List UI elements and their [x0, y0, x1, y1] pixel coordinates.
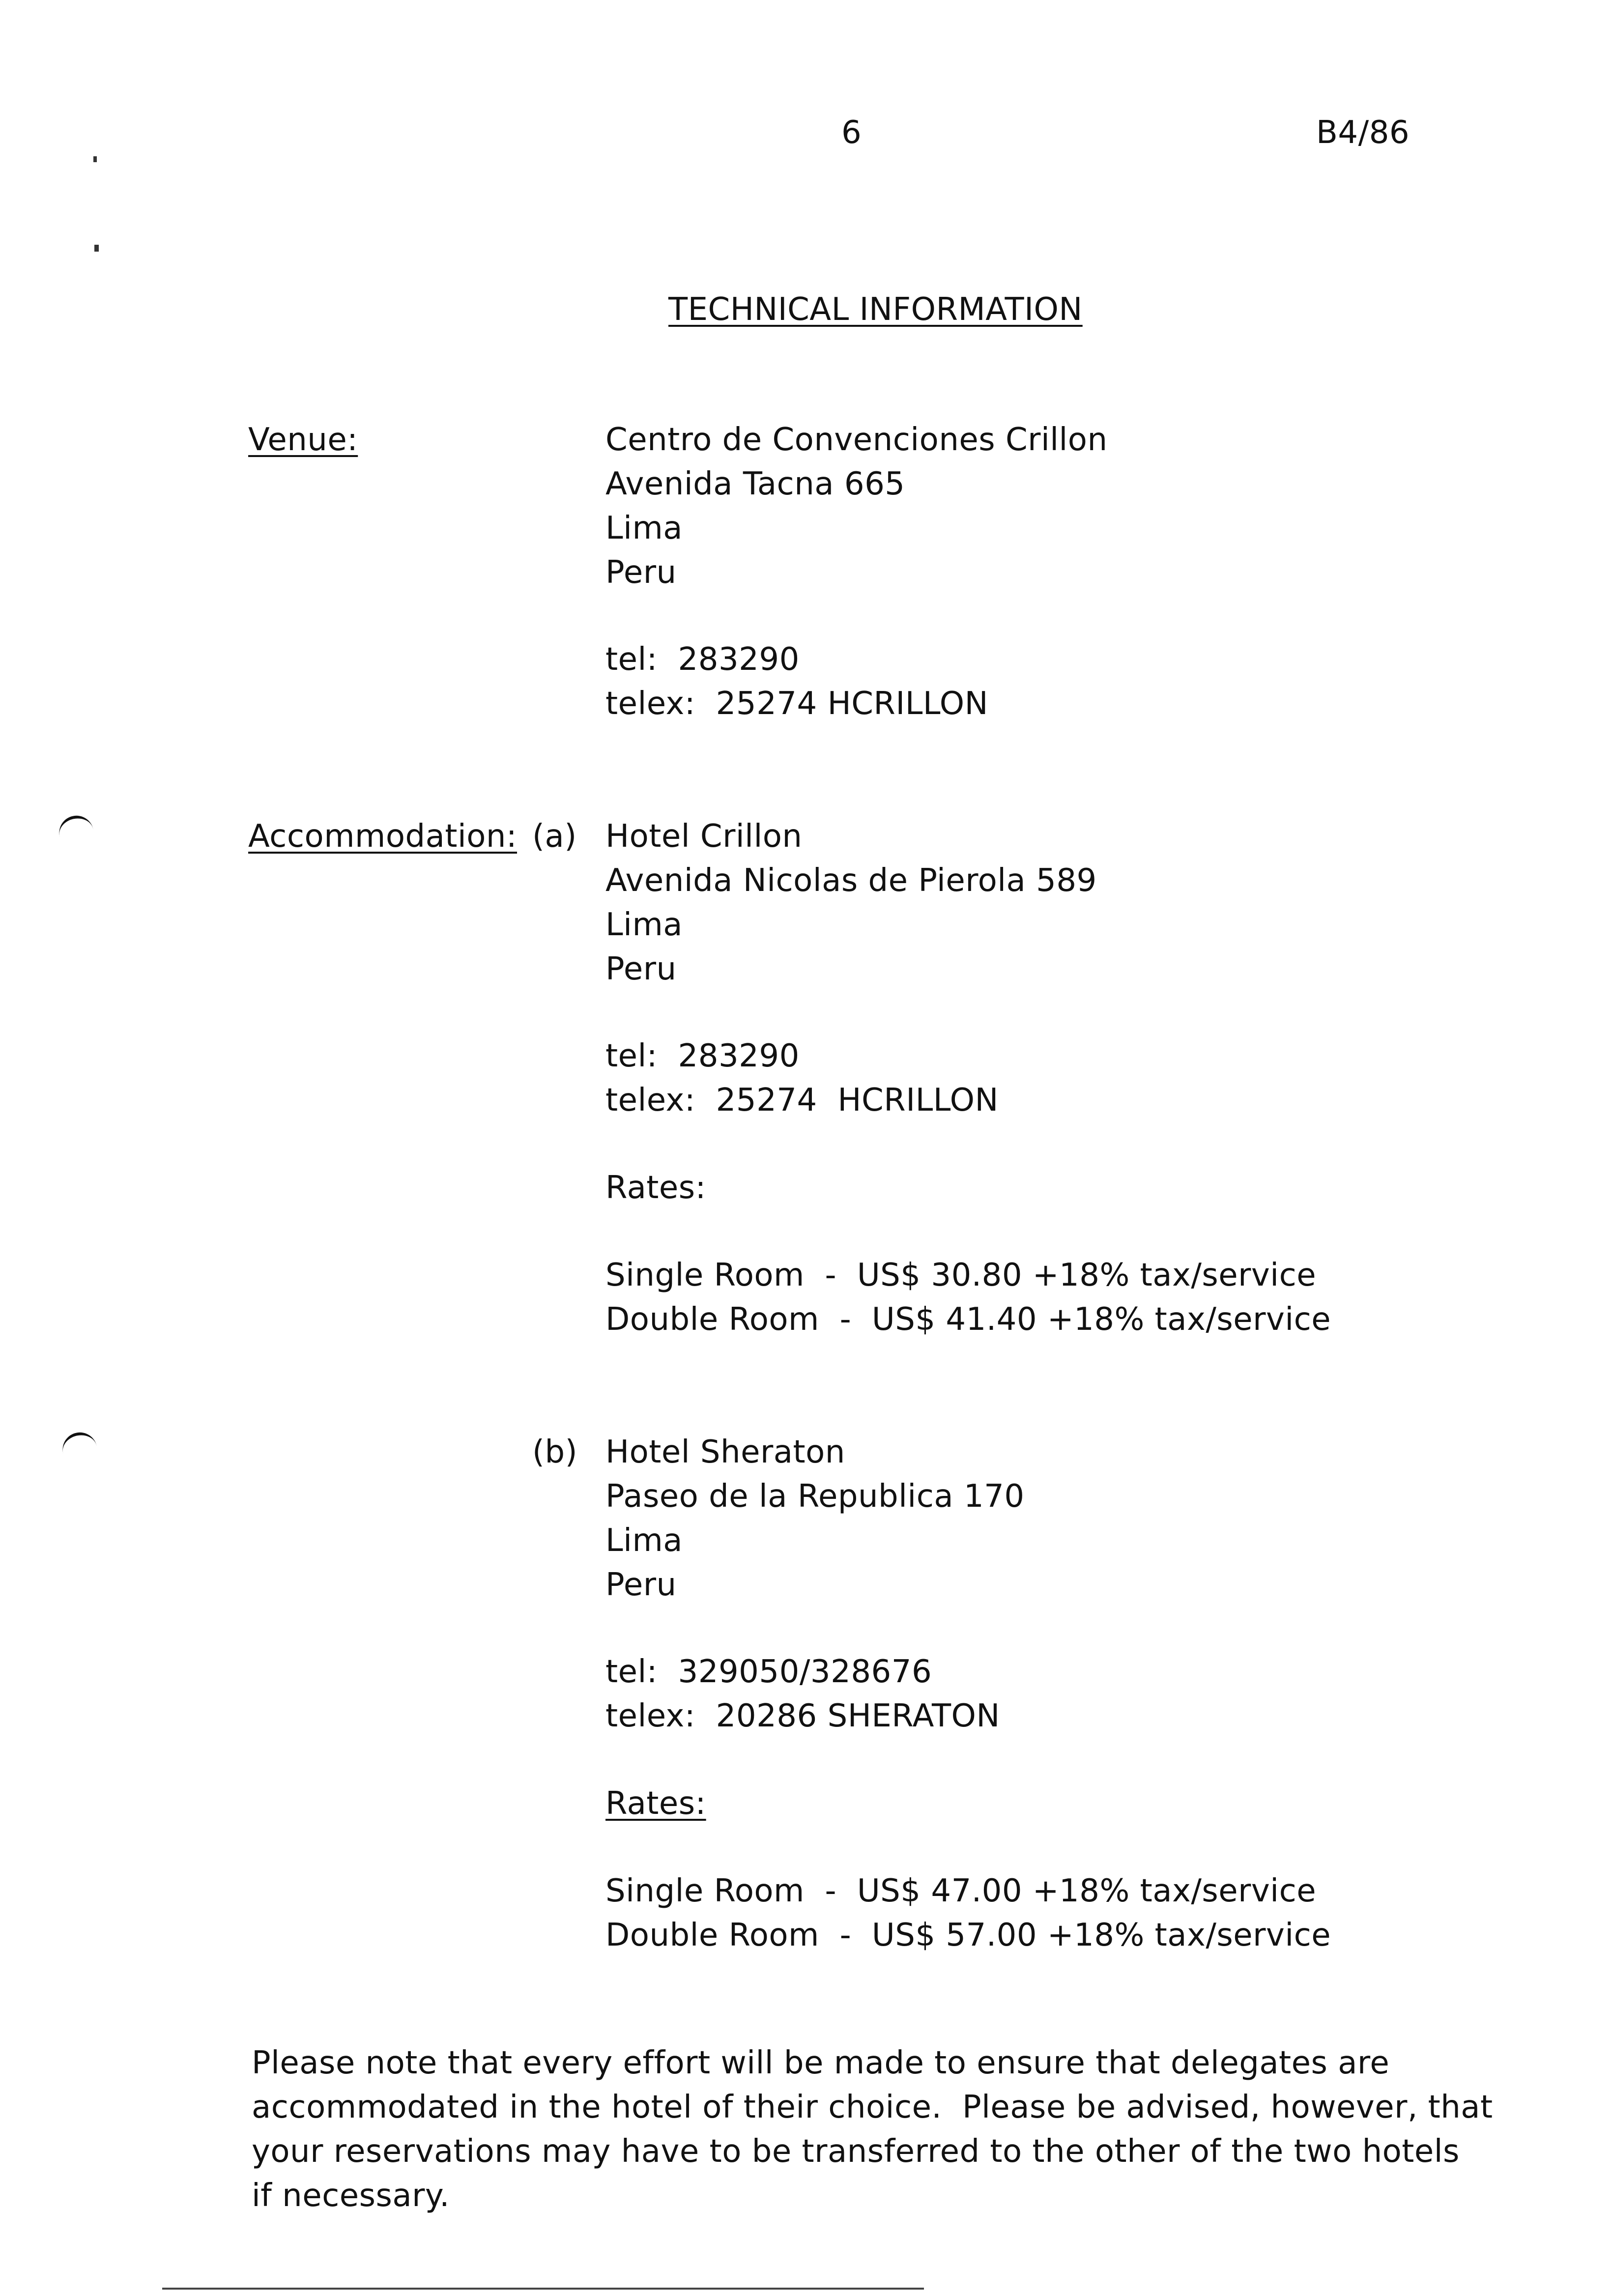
venue-name: Centro de Convenciones Crillon	[605, 422, 1108, 458]
hotel-a-single-rate: Single Room - US$ 30.80 +18% tax/service	[605, 1257, 1317, 1293]
binder-mark	[56, 812, 94, 842]
venue-city: Lima	[605, 510, 683, 546]
venue-street: Avenida Tacna 665	[605, 466, 905, 502]
hotel-b-country: Peru	[605, 1567, 677, 1603]
binder-mark	[59, 1429, 98, 1459]
hotel-a-double-rate: Double Room - US$ 41.40 +18% tax/service	[605, 1301, 1331, 1338]
venue-label: Venue:	[248, 422, 358, 458]
hotel-a-rates-label: Rates:	[605, 1170, 706, 1206]
note-line-3: your reservations may have to be transferred to the other of the two hotels	[252, 2133, 1460, 2170]
hotel-a-marker: (a)	[532, 818, 577, 855]
page-number: 6	[841, 115, 862, 151]
hotel-b-telex: telex: 20286 SHERATON	[605, 1698, 1000, 1734]
venue-country: Peru	[605, 554, 677, 591]
scan-dot	[93, 156, 97, 162]
hotel-b-single-rate: Single Room - US$ 47.00 +18% tax/service	[605, 1873, 1317, 1909]
note-line-1: Please note that every effort will be made to ensure that delegates are	[252, 2045, 1390, 2081]
scan-dot	[94, 245, 99, 252]
hotel-b-rates-label: Rates:	[605, 1785, 706, 1822]
page-title: TECHNICAL INFORMATION	[668, 291, 1083, 328]
hotel-b-street: Paseo de la Republica 170	[605, 1478, 1025, 1515]
bottom-rule	[162, 2288, 924, 2290]
hotel-b-tel: tel: 329050/328676	[605, 1654, 932, 1690]
venue-tel: tel: 283290	[605, 641, 800, 678]
accommodation-label: Accommodation:	[248, 818, 518, 855]
hotel-a-street: Avenida Nicolas de Pierola 589	[605, 862, 1097, 899]
hotel-b-name: Hotel Sheraton	[605, 1434, 845, 1470]
note-line-2: accommodated in the hotel of their choice. Please be advised, however, that	[252, 2089, 1493, 2125]
hotel-a-tel: tel: 283290	[605, 1038, 800, 1074]
hotel-b-city: Lima	[605, 1522, 683, 1559]
hotel-a-country: Peru	[605, 951, 677, 987]
hotel-a-name: Hotel Crillon	[605, 818, 803, 855]
note-line-4: if necessary.	[252, 2178, 450, 2214]
document-reference: B4/86	[1316, 115, 1410, 151]
hotel-a-telex: telex: 25274 HCRILLON	[605, 1082, 999, 1119]
venue-telex: telex: 25274 HCRILLON	[605, 686, 988, 722]
hotel-b-double-rate: Double Room - US$ 57.00 +18% tax/service	[605, 1917, 1331, 1953]
hotel-b-marker: (b)	[532, 1434, 578, 1470]
hotel-a-city: Lima	[605, 907, 683, 943]
